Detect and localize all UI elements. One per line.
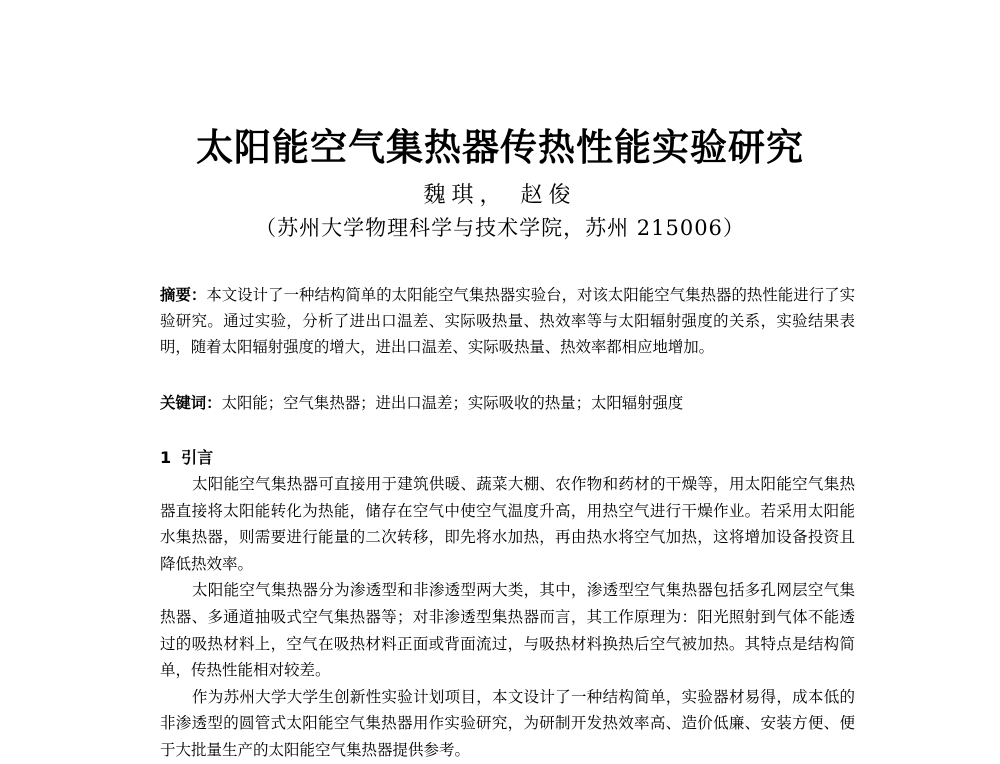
paper-title: 太阳能空气集热器传热性能实验研究	[196, 126, 804, 169]
body-paragraph: 太阳能空气集热器分为渗透型和非渗透型两大类，其中，渗透型空气集热器包括多孔网层空气集热器、多通道抽吸式空气集热器等；对非渗透型集热器而言，其工作原理为：阳光照射到气体不能透过的吸热材料上，空气在吸热材料正面或背面流过，与吸热材料换热后空气被加热。其特点是结构简单，传热性能相对较差。	[160, 581, 855, 680]
paper-authors: 魏琪， 赵俊	[423, 183, 577, 208]
abstract	[160, 282, 855, 360]
section-body	[160, 471, 855, 764]
abstract-label: 摘要：	[160, 286, 207, 304]
body-paragraph: 作为苏州大学大学生创新性实验计划项目，本文设计了一种结构简单，实验器材易得，成本低的非渗透型的圆管式太阳能空气集热器用作实验研究，为研制开发热效率高、造价低廉、安装方便、便于大批量生产的太阳能空气集热器提供参考。	[160, 687, 855, 759]
section-number: 1	[160, 448, 172, 467]
section-title: 引言	[181, 448, 214, 467]
section-heading	[160, 445, 213, 471]
body-paragraph: 太阳能空气集热器可直接用于建筑供暖、蔬菜大棚、农作物和药材的干燥等，用太阳能空气集热器直接将太阳能转化为热能，储存在空气中使空气温度升高，用热空气进行干燥作业。若采用太阳能水集热器，则需要进行能量的二次转移，即先将水加热，再由热水将空气加热，这将增加设备投资且降低热效率。	[160, 475, 855, 573]
abstract-text: 本文设计了一种结构简单的太阳能空气集热器实验台，对该太阳能空气集热器的热性能进行了实验研究。通过实验，分析了进出口温差、实际吸热量、热效率等与太阳辐射强度的关系，实验结果表明，随着太阳辐射强度的增大，进出口温差、实际吸热量、热效率都相应地增加。	[160, 286, 855, 356]
paper-affiliation: （苏州大学物理科学与技术学院，苏州 215006）	[255, 216, 745, 240]
keywords-text: 太阳能；空气集热器；进出口温差；实际吸收的热量；太阳辐射强度	[221, 394, 684, 412]
keywords-label: 关键词：	[160, 394, 222, 412]
keywords	[160, 390, 855, 416]
